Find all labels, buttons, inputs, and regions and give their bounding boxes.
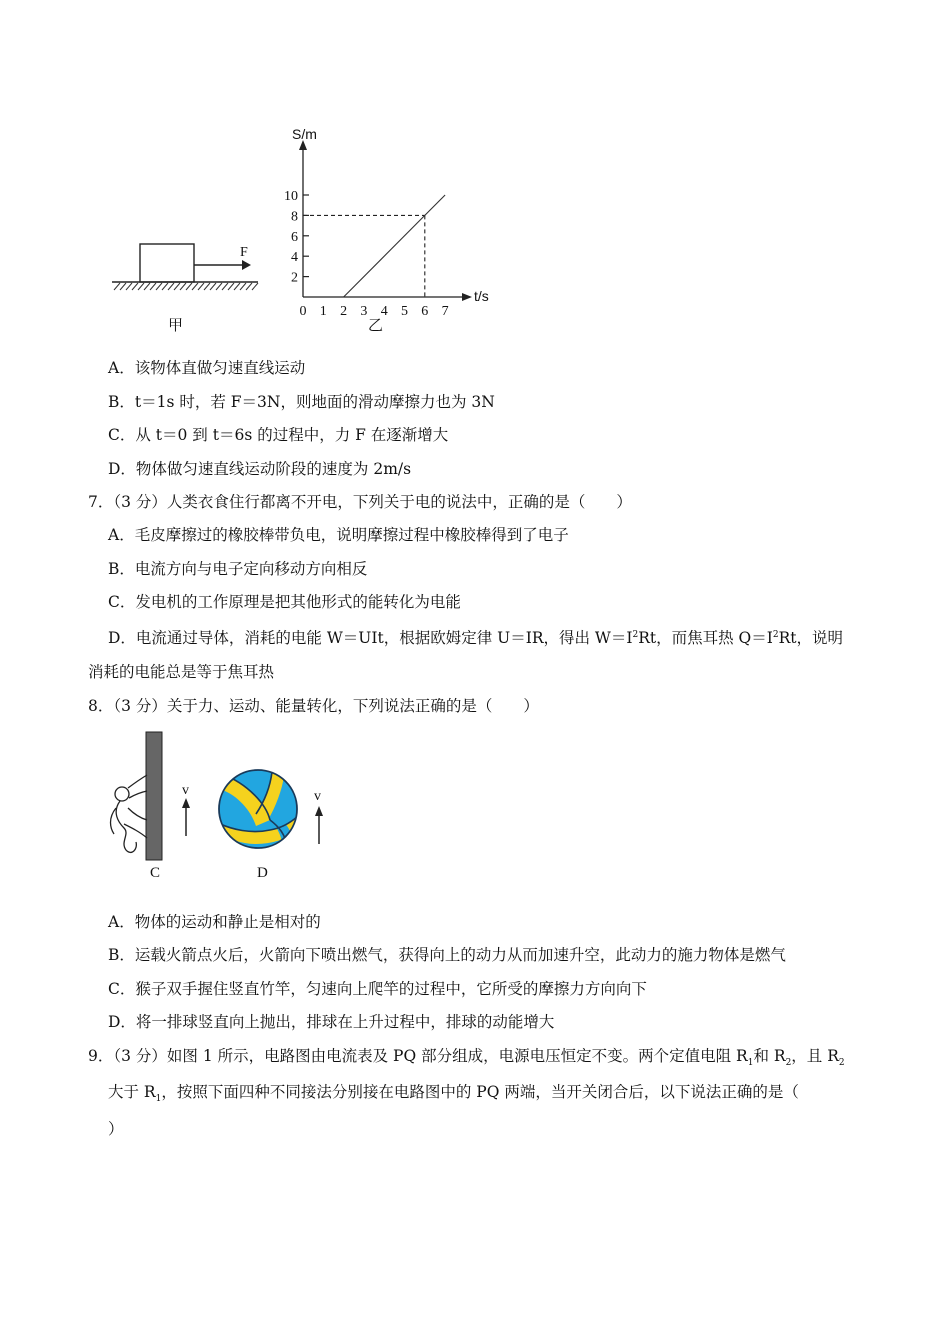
monkey-sketch <box>111 775 148 852</box>
x-tick-label: 2 <box>340 304 348 319</box>
q7-stem: 7．（3 分）人类衣食住行都离不开电，下列关于电的说法中，正确的是（ ） <box>88 493 632 511</box>
x-tick-label: 0 <box>299 304 307 319</box>
q6-option-a: A．该物体直做匀速直线运动 <box>108 359 306 377</box>
q9-sub-r1: 1 <box>747 1058 754 1069</box>
velocity-label-d: v <box>314 789 321 804</box>
q9-part5: ，按照下面四种不同接法分别接在电路图中的 PQ 两端，当开关闭合后，以下说法正确的是（ <box>161 1083 799 1101</box>
q9-stem-line2 <box>108 1081 799 1110</box>
x-axis-label: t/s <box>474 288 489 304</box>
velocity-arrow-d <box>315 806 323 816</box>
q9-part1: 9．（3 分）如图 1 所示，电路图由电流表及 PQ 部分组成，电源电压恒定不变。两个定值电阻 R <box>88 1047 748 1065</box>
q8-option-b: B．运载火箭点火后，火箭向下喷出燃气，获得向上的动力从而加速升空，此动力的施力物体是燃气 <box>108 946 786 964</box>
force-label: F <box>240 245 248 260</box>
block <box>140 244 194 282</box>
q8-option-d: D．将一排球竖直向上抛出，排球在上升过程中，排球的动能增大 <box>108 1013 555 1031</box>
x-axis-arrow <box>462 293 472 301</box>
q7-option-c: C．发电机的工作原理是把其他形式的能转化为电能 <box>108 593 461 611</box>
ground-hatching <box>114 283 258 290</box>
y-tick-label: 2 <box>291 270 298 286</box>
q9-stem-line1 <box>88 1045 845 1074</box>
x-tick-label: 3 <box>360 304 368 319</box>
q7-option-d-part3: Rt，说明 <box>778 629 844 648</box>
q9-part2: 和 R <box>753 1047 786 1065</box>
q7-superscript-b: 2 <box>772 630 779 640</box>
q9-sub-r1b: 1 <box>155 1094 162 1105</box>
x-tick-label: 4 <box>380 304 388 319</box>
y-tick-label: 8 <box>291 209 298 225</box>
q9-sub-r2b: 2 <box>838 1058 845 1069</box>
q9-stem-line3: ） <box>108 1120 124 1138</box>
y-tick-label: 10 <box>284 189 298 204</box>
volleyball-figure <box>212 764 336 856</box>
figure-label-d: D <box>257 865 268 881</box>
q8-option-a: A．物体的运动和静止是相对的 <box>108 913 321 931</box>
velocity-label-c: v <box>182 783 189 798</box>
q7-option-b: B．电流方向与电子定向移动方向相反 <box>108 560 368 578</box>
velocity-arrow-c <box>182 798 190 808</box>
y-tick-label: 4 <box>291 250 298 266</box>
x-tick-label: 6 <box>421 304 429 319</box>
y-axis-label: S/m <box>292 126 317 142</box>
q7-option-d-continued: 消耗的电能总是等于焦耳热 <box>88 663 275 681</box>
q7-option-d-part2: Rt，而焦耳热 Q＝I <box>638 629 773 648</box>
x-tick-label: 5 <box>401 304 408 319</box>
q7-option-d-part1: D．电流通过导体，消耗的电能 W＝UIt，根据欧姆定律 U＝IR，得出 W＝I <box>108 629 633 648</box>
force-arrow-head <box>242 260 251 270</box>
q8-stem: 8．（3 分）关于力、运动、能量转化，下列说法正确的是（ ） <box>88 697 539 715</box>
q6-option-d: D．物体做匀速直线运动阶段的速度为 2m/s <box>108 460 412 478</box>
q9-part3: ，且 R <box>791 1047 839 1065</box>
monkey-pole-figure <box>104 728 204 868</box>
caption-jia: 甲 <box>168 316 184 334</box>
q7-option-a: A．毛皮摩擦过的橡胶棒带负电，说明摩擦过程中橡胶棒得到了电子 <box>108 526 569 544</box>
figure-label-c: C <box>150 865 161 881</box>
y-tick-label: 6 <box>291 229 298 245</box>
q7-superscript-a: 2 <box>632 630 639 640</box>
q9-part4: 大于 R <box>108 1083 156 1101</box>
series-line-s-t <box>344 195 446 297</box>
x-tick-label: 7 <box>441 304 449 319</box>
st-graph <box>270 120 510 320</box>
q8-option-c: C．猴子双手握住竖直竹竿，匀速向上爬竿的过程中，它所受的摩擦力方向向下 <box>108 980 647 998</box>
q6-option-b: B．t＝1s 时，若 F＝3N，则地面的滑动摩擦力也为 3N <box>108 393 495 411</box>
caption-yi: 乙 <box>368 316 384 334</box>
x-tick-label: 1 <box>319 304 327 319</box>
q7-option-d <box>108 624 843 649</box>
bamboo-pole <box>146 732 162 860</box>
q9-sub-r2: 2 <box>785 1058 792 1069</box>
q6-option-c: C．从 t＝0 到 t＝6s 的过程中，力 F 在逐渐增大 <box>108 426 449 444</box>
